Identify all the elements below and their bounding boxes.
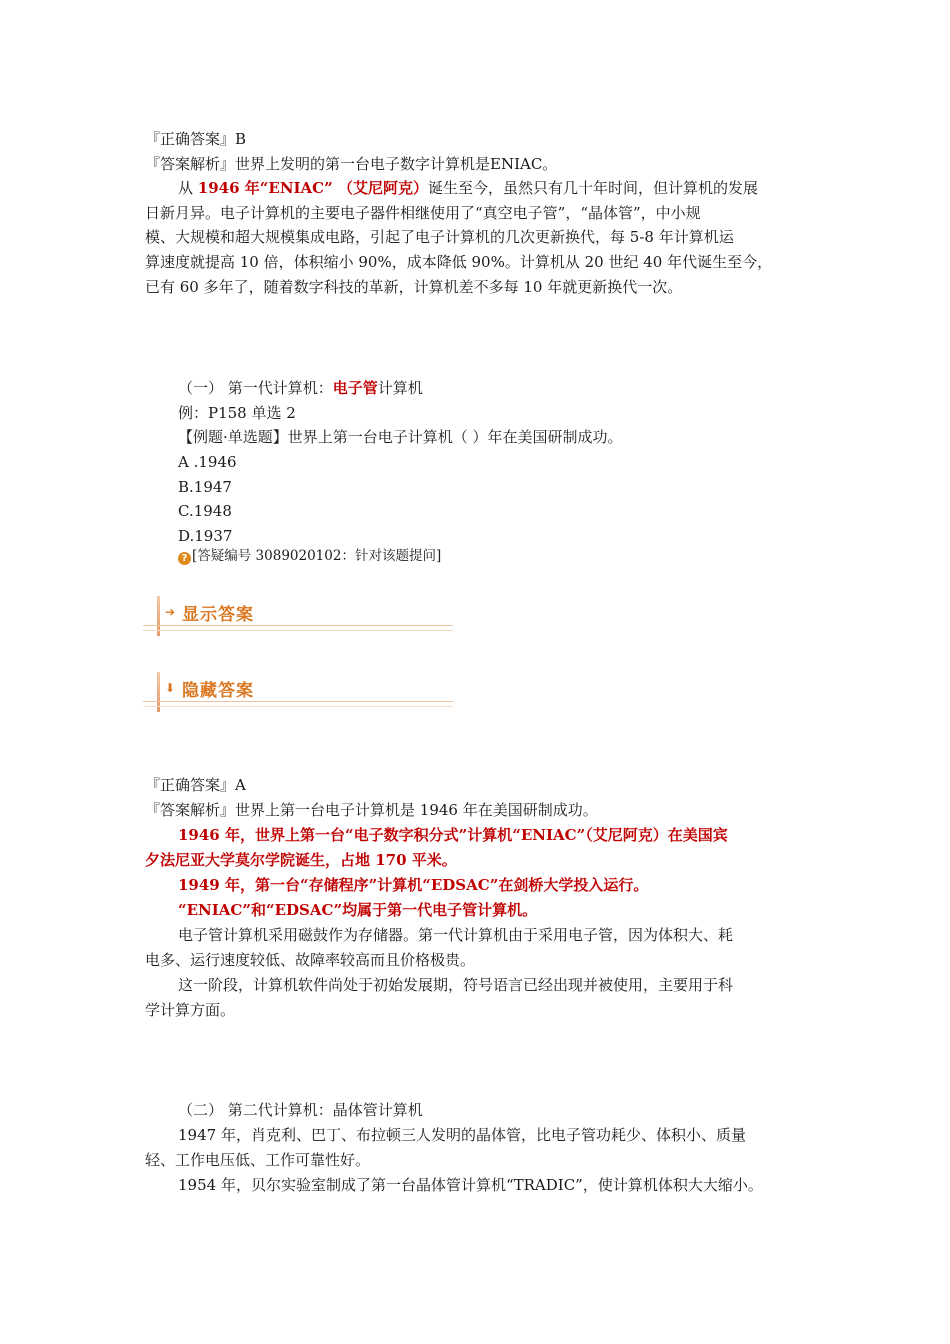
hide-answer-label[interactable]: 隐藏答案	[182, 681, 254, 701]
correct-answer-1: 『正确答案』B	[145, 130, 247, 148]
paragraph-tube-line1: 电子管计算机采用磁鼓作为存储器。第一代计算机由于采用电子管，因为体积大、耗	[178, 926, 734, 944]
answer-analysis-2: 『答案解析』世界上第一台电子计算机是 1946 年在美国研制成功。	[145, 801, 598, 819]
eniac-highlight: 1946 年“ENIAC” （艾尼阿克）	[197, 179, 428, 197]
edsac-fact: 1949 年，第一台“存储程序”计算机“EDSAC”在剑桥大学投入运行。	[178, 876, 649, 894]
option-d: D.1937	[178, 527, 233, 545]
heading-prefix: （一） 第一代计算机：	[178, 379, 333, 397]
show-answer-button[interactable]	[143, 596, 453, 636]
paragraph-software-line2: 学计算方面。	[145, 1001, 236, 1019]
eniac-fact-line1: 1946 年，世界上第一台“电子数字积分式”计算机“ENIAC”（艾尼阿克）在美国宾	[178, 826, 728, 844]
paragraph-transistor-line2: 轻、工作电压低、工作可靠性好。	[145, 1151, 371, 1169]
question-mark-icon: ?	[178, 552, 191, 565]
show-answer-label[interactable]: 显示答案	[182, 605, 254, 625]
paragraph-eniac-line5: 已有 60 多年了，随着数字科技的革新，计算机差不多每 10 年就更新换代一次。	[145, 278, 683, 296]
qa-link[interactable]	[178, 544, 441, 568]
arrow-down-icon: ⬇	[165, 681, 176, 695]
question-text: 【例题·单选题】世界上第一台电子计算机（ ）年在美国研制成功。	[178, 428, 623, 446]
first-gen-summary: “ENIAC”和“EDSAC”均属于第一代电子管计算机。	[178, 901, 538, 919]
option-a: A .1946	[178, 453, 237, 471]
heading-suffix: 计算机	[377, 379, 423, 397]
paragraph-tube-line2: 电多、运行速度较低、故障率较高而且价格极贵。	[145, 951, 476, 969]
qa-link-text[interactable]: [答疑编号 3089020102：针对该题提问]	[192, 548, 442, 564]
answer-analysis-1: 『答案解析』世界上发明的第一台电子数字计算机是ENIAC。	[145, 155, 558, 173]
example-ref: 例：P158 单选 2	[178, 404, 296, 422]
option-b: B.1947	[178, 478, 232, 496]
option-c: C.1948	[178, 502, 232, 520]
hide-answer-button[interactable]	[143, 672, 453, 712]
paragraph-eniac-line4: 算速度就提高 10 倍，体积缩小 90%，成本降低 90%。计算机从 20 世纪 40 年代诞生至今，	[145, 253, 773, 271]
eniac-fact-line2: 夕法尼亚大学莫尔学院诞生，占地 170 平米。	[145, 851, 457, 869]
arrow-right-icon: ➔	[165, 605, 176, 619]
paragraph-text: 诞生至今，虽然只有几十年时间，但计算机的发展	[427, 179, 758, 197]
section-heading-second-gen: （二） 第二代计算机：晶体管计算机	[178, 1101, 423, 1119]
paragraph-eniac-line3: 模、大规模和超大规模集成电路，引起了电子计算机的几次更新换代，每 5-8 年计算机运	[145, 228, 734, 246]
paragraph-tradic: 1954 年，贝尔实验室制成了第一台晶体管计算机“TRADIC”，使计算机体积大大缩小。	[178, 1176, 763, 1194]
paragraph-eniac-line2: 日新月异。电子计算机的主要电子器件相继使用了“真空电子管”，“晶体管”，中小规	[145, 204, 701, 222]
paragraph-software-line1: 这一阶段，计算机软件尚处于初始发展期，符号语言已经出现并被使用，主要用于科	[178, 976, 734, 994]
correct-answer-2: 『正确答案』A	[145, 776, 246, 794]
paragraph-prefix: 从	[178, 179, 198, 197]
paragraph-transistor-line1: 1947 年，肖克利、巴丁、布拉顿三人发明的晶体管，比电子管功耗少、体积小、质量	[178, 1126, 746, 1144]
heading-highlight: 电子管	[332, 379, 378, 397]
paragraph-eniac-line1	[178, 176, 758, 200]
section-heading-first-gen	[178, 376, 423, 400]
